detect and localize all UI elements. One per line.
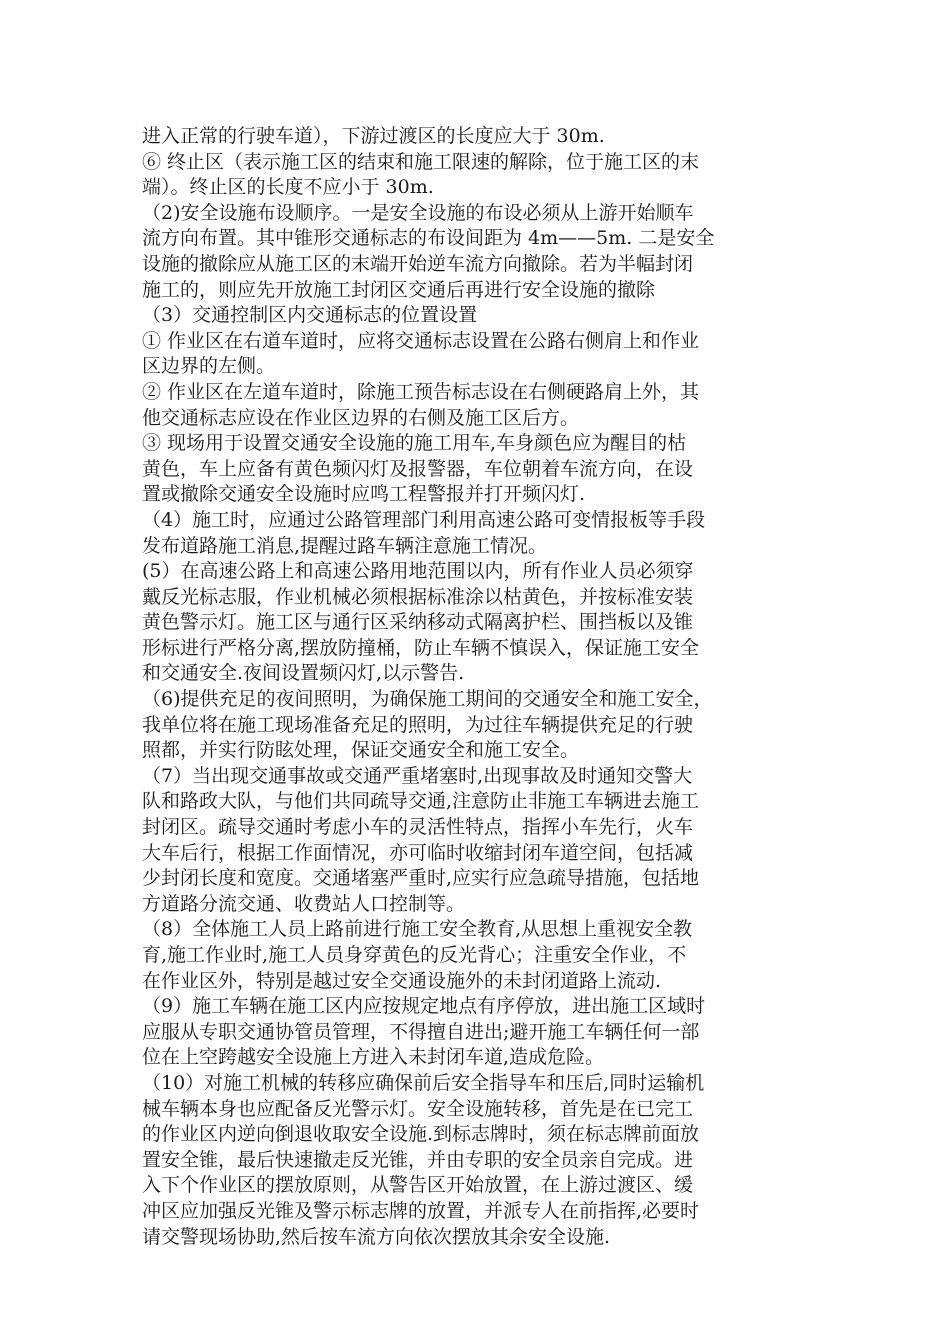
text-line: 位在上空跨越安全设施上方进入未封闭车道,造成危险。: [142, 1046, 605, 1069]
text-line: 形标进行严格分离,摆放防撞桶，防止车辆不慎误入，保证施工安全: [142, 636, 700, 659]
document-body: [142, 124, 810, 1250]
text-line: 区边界的左侧。: [142, 355, 276, 378]
text-line: 的作业区内逆向倒退收取安全设施.到标志牌时，须在标志牌前面放: [142, 1123, 700, 1146]
text-line: 置或撤除交通安全设施时应鸣工程警报并打开频闪灯.: [142, 483, 586, 506]
text-line: 进入正常的行驶车道），下游过渡区的长度应大于 30m.: [142, 125, 605, 147]
text-line: （10）对施工机械的转移应确保前后安全指导车和压后,同时运输机: [142, 1071, 705, 1094]
text-line: 育,施工作业时,施工人员身穿黄色的反光背心；注重安全作业，不: [142, 944, 687, 966]
text-line: 发布道路施工消息,提醒过路车辆注意施工情况。: [142, 534, 548, 557]
text-line: 冲区应加强反光锥及警示标志牌的放置，并派专人在前指挥,必要时: [142, 1199, 700, 1222]
text-line: 置安全锥，最后快速撤走反光锥，并由专职的安全员亲自完成。进: [142, 1148, 694, 1171]
text-line: 请交警现场协助,然后按车流方向依次摆放其余安全设施.: [142, 1225, 611, 1248]
text-line: 应服从专职交通协管员管理，不得擅自进出;避开施工车辆任何一部: [142, 1020, 700, 1043]
text-line: 照都，并实行防眩处理，保证交通安全和施工安全。: [142, 739, 580, 762]
text-line: 黄色，车上应备有黄色频闪灯及报警器，车位朝着车流方向，在设: [142, 457, 694, 480]
text-line: 方道路分流交通、收费站人口控制等。: [142, 892, 466, 915]
text-line: 在作业区外，特别是越过安全交通设施外的未封闭道路上流动.: [142, 969, 662, 992]
text-line: ① 作业区在右道车道时，应将交通标志设置在公路右侧肩上和作业: [142, 329, 700, 352]
text-line: 少封闭长度和宽度。交通堵塞严重时,应实行应急疏导措施，包括地: [142, 867, 700, 890]
text-line: 入下个作业区的摆放原则，从警告区开始放置，在上游过渡区、缓: [142, 1174, 694, 1197]
text-line: （9）施工车辆在施工区内应按规定地点有序停放，进出施工区域时: [142, 995, 706, 1018]
text-line: 黄色警示灯。施工区与通行区采纳移动式隔离护栏、围挡板以及锥: [142, 611, 694, 634]
text-line: (5）在高速公路上和高速公路用地范围以内，所有作业人员必须穿: [142, 560, 694, 583]
text-line: 大车后行，根据工作面情况，亦可临时收缩封闭车道空间，包括减: [142, 841, 694, 864]
text-line: 设施的撤除应从施工区的末端开始逆车流方向撤除。若为半幅封闭: [142, 252, 694, 275]
text-line: （4）施工时，应通过公路管理部门利用高速公路可变情报板等手段: [142, 508, 706, 531]
text-line: 他交通标志应设在作业区边界的右侧及施工区后方。: [142, 406, 580, 429]
text-line: 械车辆本身也应配备反光警示灯。安全设施转移，首先是在已完工: [142, 1097, 694, 1120]
text-line: 和交通安全.夜间设置频闪灯,以示警告.: [142, 662, 465, 685]
text-line: （6)提供充足的夜间照明，为确保施工期间的交通安全和施工安全，: [142, 688, 713, 711]
text-line: （8）全体施工人员上路前进行施工安全教育,从思想上重视安全教: [142, 918, 693, 941]
text-line: 我单位将在施工现场准备充足的照明，为过往车辆提供充足的行驶: [142, 713, 694, 736]
text-line: 流方向布置。其中锥形交通标志的布设间距为 4m——5m. 二是安全: [142, 227, 715, 250]
text-line: ② 作业区在左道车道时，除施工预告标志设在右侧硬路肩上外，其: [142, 380, 700, 403]
text-line: ⑥ 终止区（表示施工区的结束和施工限速的解除，位于施工区的末: [142, 150, 700, 173]
text-line: 端）。终止区的长度不应小于 30m.: [142, 176, 434, 199]
text-line: 戴反光标志服，作业机械必须根据标准涂以枯黄色，并按标准安装: [142, 585, 694, 608]
text-line: （7）当出现交通事故或交通严重堵塞时,出现事故及时通知交警大: [142, 764, 693, 787]
text-line: （2)安全设施布设顺序。一是安全设施的布设必须从上游开始顺车: [142, 201, 694, 224]
text-line: ③ 现场用于设置交通安全设施的施工用车,车身颜色应为醒目的枯: [142, 432, 687, 455]
text-line: 队和路政大队，与他们共同疏导交通,注意防止非施工车辆进去施工: [142, 790, 700, 813]
text-line: 施工的，则应先开放施工封闭区交通后再进行安全设施的撤除: [142, 278, 656, 301]
text-line: 封闭区。疏导交通时考虑小车的灵活性特点，指挥小车先行，火车: [142, 816, 694, 839]
text-line: （3）交通控制区内交通标志的位置设置: [142, 304, 478, 327]
